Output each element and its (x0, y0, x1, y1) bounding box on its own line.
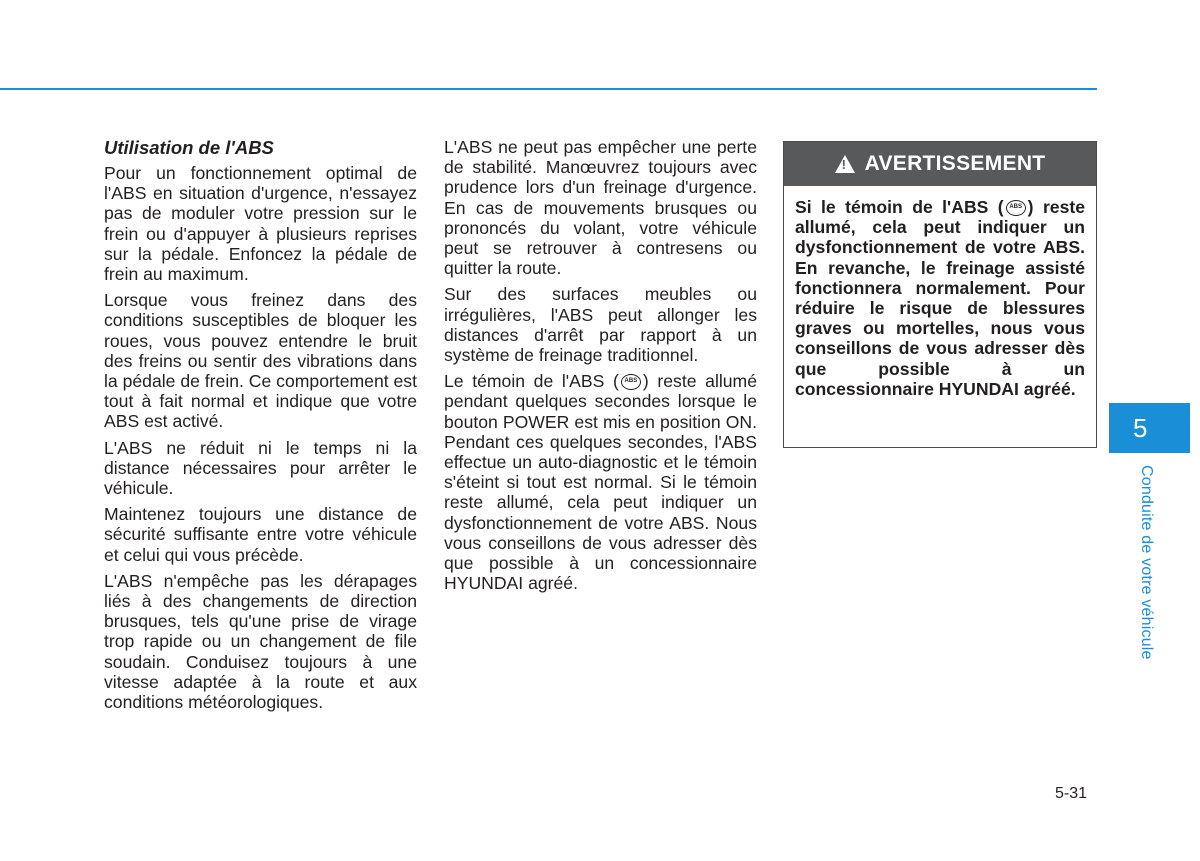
paragraph: L'ABS ne peut pas empêcher une perte de stabilité. Manœuvrez toujours avec prudence lors d'un freinage d'urgence. En cas de mouvements brusques ou prononcés du volant, votre véhicule peut se retrouver à contresens ou quitter la route. (444, 137, 757, 279)
column-middle (444, 137, 757, 599)
section-title: Utilisation de l'ABS (104, 137, 274, 158)
header-rule (0, 88, 1097, 90)
warning-text-part: Si le témoin de l'ABS ( (795, 197, 1004, 217)
paragraph: Maintenez toujours une distance de sécurité suffisante entre votre véhicule et celui qui vous précède. (104, 504, 417, 565)
chapter-number: 5 (1133, 412, 1148, 443)
warning-text (784, 186, 1096, 399)
abs-warning-light-icon (621, 374, 641, 390)
page-number: 5-31 (1055, 785, 1088, 802)
warning-box (783, 141, 1097, 448)
abs-warning-light-icon (1006, 200, 1026, 216)
warning-triangle-icon (835, 155, 855, 173)
paragraph: Lorsque vous freinez dans des conditions susceptibles de bloquer les roues, vous pouvez entendre le bruit des freins ou sentir des vibrations dans la pédale de frein. Ce comportement est tout à fait normal et indique que votre ABS est activé. (104, 290, 417, 432)
chapter-title: Conduite de votre véhicule (1138, 465, 1155, 660)
paragraph: L'ABS n'empêche pas les dérapages liés à des changements de direction brusques, tels qu'une prise de virage trop rapide ou un changement de file soudain. Conduisez toujours à une vitesse adaptée à la route et aux conditions météorologiques. (104, 570, 417, 713)
paragraph-text: ) reste allumé pendant quelques secondes lorsque le bouton POWER est mis en position ON. Pendant ces quelques secondes, l'ABS effectue un auto-diagnostic et le témoin s'éteint si tout est normal. Si le témoin reste allumé, cela peut indiquer un dysfonctionnement de votre ABS. Nous vous conseillons de vous adresser dès que possible à un concessionnaire HYUNDAI agréé. (444, 371, 757, 594)
paragraph-text: Le témoin de l'ABS ( (444, 371, 619, 392)
paragraph: Sur des surfaces meubles ou irrégulières, l'ABS peut allonger les distances d'arrêt par rapport à un système de freinage traditionnel. (444, 284, 757, 366)
column-left (104, 137, 417, 718)
chapter-tab (1109, 403, 1190, 453)
paragraph-abs-indicator (444, 371, 757, 593)
warning-header (784, 142, 1096, 186)
warning-title: AVERTISSEMENT (864, 152, 1046, 175)
warning-text-part: ) reste allumé, cela peut indiquer un dysfonctionnement de votre ABS. En revanche, le freinage assisté fonctionnera normalement. Pour réduire le risque de blessures graves ou mortelles, nous vous conseillons de vous adresser dès que possible à un concessionnaire HYUNDAI agréé. (795, 197, 1086, 399)
paragraph: L'ABS ne réduit ni le temps ni la distance nécessaires pour arrêter le véhicule. (104, 437, 417, 499)
paragraph: Pour un fonctionnement optimal de l'ABS en situation d'urgence, n'essayez pas de moduler votre pression sur le frein ou d'appuyer à plusieurs reprises sur la pédale. Enfoncez la pédale de frein au maximum. (104, 163, 417, 285)
